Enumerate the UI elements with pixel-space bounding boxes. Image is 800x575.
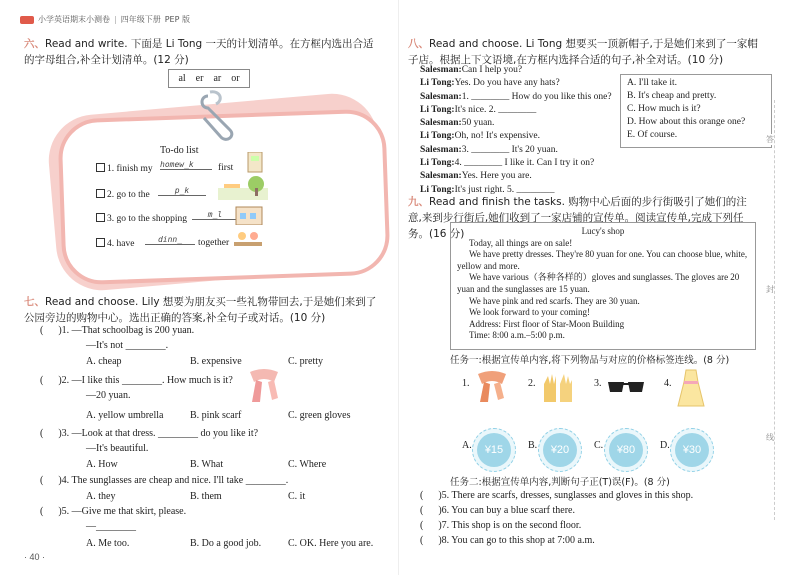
scarf-icon <box>244 366 284 404</box>
q7-item-2-line2: —20 yuan. <box>86 390 131 401</box>
series-badge <box>20 16 34 24</box>
q7-item-3-a: A. How <box>86 459 118 470</box>
todo-word-3: m_l <box>192 210 238 220</box>
option-e: E. Of course. <box>627 130 678 140</box>
q7-item-4-b: B. them <box>190 491 222 502</box>
price-tag-b: ¥20 <box>538 428 582 472</box>
item-num-3: 3. <box>594 378 602 389</box>
dialog-line: Salesman:Yes. Here you are. <box>420 171 532 182</box>
grade-label: 四年级下册 <box>120 15 161 24</box>
q7-item-3-line2: —It's beautiful. <box>86 443 149 454</box>
option-d: D. How about this orange one? <box>627 117 746 127</box>
q7-item-4-c: C. it <box>288 491 306 502</box>
q7-item-2-b: B. pink scarf <box>190 410 242 421</box>
item-num-2: 2. <box>528 378 536 389</box>
q7-item-5-c: C. OK. Here you are. <box>288 538 374 549</box>
q7-item-1-line2: —It's not ________. <box>86 340 169 351</box>
q7-item-5-line2: —________ <box>86 521 136 532</box>
q7-title: 七、Read and choose. Lily 想要为朋友买一些礼物带回去,于是她们来到了公园旁边的购物中心。选出正确的答案,补全句子或对话。(10 分) <box>24 296 377 324</box>
price-tag-d: ¥30 <box>670 428 714 472</box>
q9-title: 九、Read and finish the tasks. 购物中心后面的步行街吸引了她们的注意,来到步行街后,她们收到了一家店铺的宣传单。阅读宣传单,完成下列任务。(16 分) <box>408 196 747 240</box>
checkbox-icon <box>96 189 105 198</box>
tag-letter-a: A. <box>462 440 472 451</box>
dialog-line: Salesman:3. ________ It's 20 yuan. <box>420 144 558 155</box>
q7-item-2-a: A. yellow umbrella <box>86 410 164 421</box>
q7-item-5-b: B. Do a good job. <box>190 538 262 549</box>
q7-item-5-a: A. Me too. <box>86 538 130 549</box>
flyer-line: We have pink and red scarfs. They are 30 yuan. <box>469 295 640 306</box>
q7-item-1-a: A. cheap <box>86 356 122 367</box>
letter-box: al er ar or <box>168 69 250 88</box>
q7-item-3-b: B. What <box>190 459 224 470</box>
tag-letter-c: C. <box>594 440 604 451</box>
todo-post-1: first <box>218 163 234 173</box>
series-title: 小学英语期末小测卷 <box>38 15 110 24</box>
option-b: B. It's cheap and pretty. <box>627 91 717 101</box>
price-tag-c: ¥80 <box>604 428 648 472</box>
flyer-line: We have various（各种各样的）gloves and sunglasses. The gloves are 20 yuan and the sunglasses are 15 yuan. <box>457 272 740 294</box>
todo-item-2: 2. go to the <box>96 189 150 200</box>
paperclip-icon <box>196 88 240 142</box>
page-number: · 40 · <box>24 552 46 562</box>
todo-word-4: dinn_ <box>145 235 195 245</box>
q7-item-3: ( )3. —Look at that dress. ________ do you like it? <box>40 428 259 439</box>
margin-label-seal: 封 <box>766 285 774 294</box>
tf-item-5: ( )5. There are scarfs, dresses, sunglasses and gloves in this shop. <box>420 490 694 501</box>
q7-item-2-c: C. green gloves <box>288 410 351 421</box>
task1-title: 任务一:根据宣传单内容,将下列物品与对应的价格标签连线。(8 分) <box>450 355 730 366</box>
dialog-line: Li Tong:It's nice. 2. ________ <box>420 104 537 115</box>
checkbox-icon <box>96 163 105 172</box>
q7-item-4: ( )4. The sunglasses are cheap and nice. I'll take ________. <box>40 475 289 486</box>
binding-line <box>774 100 776 520</box>
q7-item-5: ( )5. —Give me that skirt, please. <box>40 506 187 517</box>
dialog-line: Salesman:1. ________ How do you like this one? <box>420 91 612 102</box>
dinner-icon <box>232 228 264 252</box>
todo-item-4: 4. have <box>96 238 134 249</box>
mall-icon <box>234 203 264 225</box>
todo-list-title: To-do list <box>160 145 199 156</box>
page-divider <box>398 0 399 575</box>
dialog-line: Salesman:Can I help you? <box>420 65 523 75</box>
item-num-4: 4. <box>664 378 672 389</box>
park-icon <box>218 174 268 200</box>
q7-item-1: ( )1. —That schoolbag is 200 yuan. <box>40 325 195 336</box>
checkbox-icon <box>96 238 105 247</box>
dress-item-icon <box>676 368 706 408</box>
todo-word-2: p_k <box>158 186 206 196</box>
option-a: A. I'll take it. <box>627 78 677 88</box>
dialog-line: Li Tong:4. ________ I like it. Can I try it on? <box>420 158 595 169</box>
tf-item-6: ( )6. You can buy a blue scarf there. <box>420 505 575 516</box>
q7-item-2: ( )2. —I like this ________. How much is it? <box>40 375 233 386</box>
gloves-item-icon <box>540 370 576 404</box>
q8-title: 八、Read and choose. Li Tong 想要买一顶新帽子,于是她们来到了一家帽子店。根据上下文语境,在方框内选择合适的句子,补全对话。(10 分) <box>408 38 758 66</box>
flyer-line: We have pretty dresses. They're 80 yuan for one. You can choose blue, white, yellow and more. <box>457 249 748 271</box>
q7-item-3-c: C. Where <box>288 459 327 470</box>
sunglasses-item-icon <box>606 378 646 398</box>
dialog-line: Li Tong:Yes. Do you have any hats? <box>420 78 560 89</box>
q7-item-1-b: B. expensive <box>190 356 242 367</box>
dialog-line: Salesman:50 yuan. <box>420 118 495 129</box>
checkbox-icon <box>96 213 105 222</box>
q7-item-4-a: A. they <box>86 491 116 502</box>
dialog <box>420 64 612 197</box>
q7-item-1-c: C. pretty <box>288 356 323 367</box>
flyer-title: Lucy's shop <box>581 226 625 236</box>
tf-item-8: ( )8. You can go to this shop at 7:00 a.m. <box>420 535 595 546</box>
margin-label-line: 线 <box>766 433 774 442</box>
todo-item-1: 1. finish my <box>96 163 153 174</box>
tag-letter-d: D. <box>660 440 670 451</box>
tf-item-7: ( )7. This shop is on the second floor. <box>420 520 582 531</box>
options-box <box>620 74 772 148</box>
todo-item-3: 3. go to the shopping <box>96 213 187 224</box>
tag-letter-b: B. <box>528 440 538 451</box>
option-c: C. How much is it? <box>627 104 701 114</box>
dialog-line: Li Tong:Oh, no! It's expensive. <box>420 131 540 142</box>
flyer-line: Time: 8:00 a.m.–5:00 p.m. <box>469 330 565 341</box>
page-header: 小学英语期末小测卷 | 四年级下册 PEP 版 <box>20 14 190 25</box>
scarf-item-icon <box>474 370 510 404</box>
margin-label-answer: 答 <box>766 135 774 144</box>
flyer-line: We look forward to your coming! <box>469 307 590 318</box>
task2-title: 任务二:根据宣传单内容,判断句子正(T)误(F)。(8 分) <box>450 477 670 488</box>
dialog-line: Li Tong:It's just right. 5. ________ <box>420 184 555 195</box>
q6-title: 六、Read and write. 下面是 Li Tong 一天的计划清单。在方框内选出合适的字母组合,补全计划清单。(12 分) <box>24 38 374 66</box>
edition-label: PEP 版 <box>164 15 190 24</box>
house-icon <box>246 152 264 174</box>
price-tag-a: ¥15 <box>472 428 516 472</box>
flyer <box>450 222 756 350</box>
todo-post-4: together <box>198 238 230 248</box>
flyer-line: Today, all things are on sale! <box>469 237 573 248</box>
item-num-1: 1. <box>462 378 470 389</box>
todo-word-1: homew_k <box>160 160 212 170</box>
flyer-line: Address: First floor of Star-Moon Building <box>469 318 625 329</box>
